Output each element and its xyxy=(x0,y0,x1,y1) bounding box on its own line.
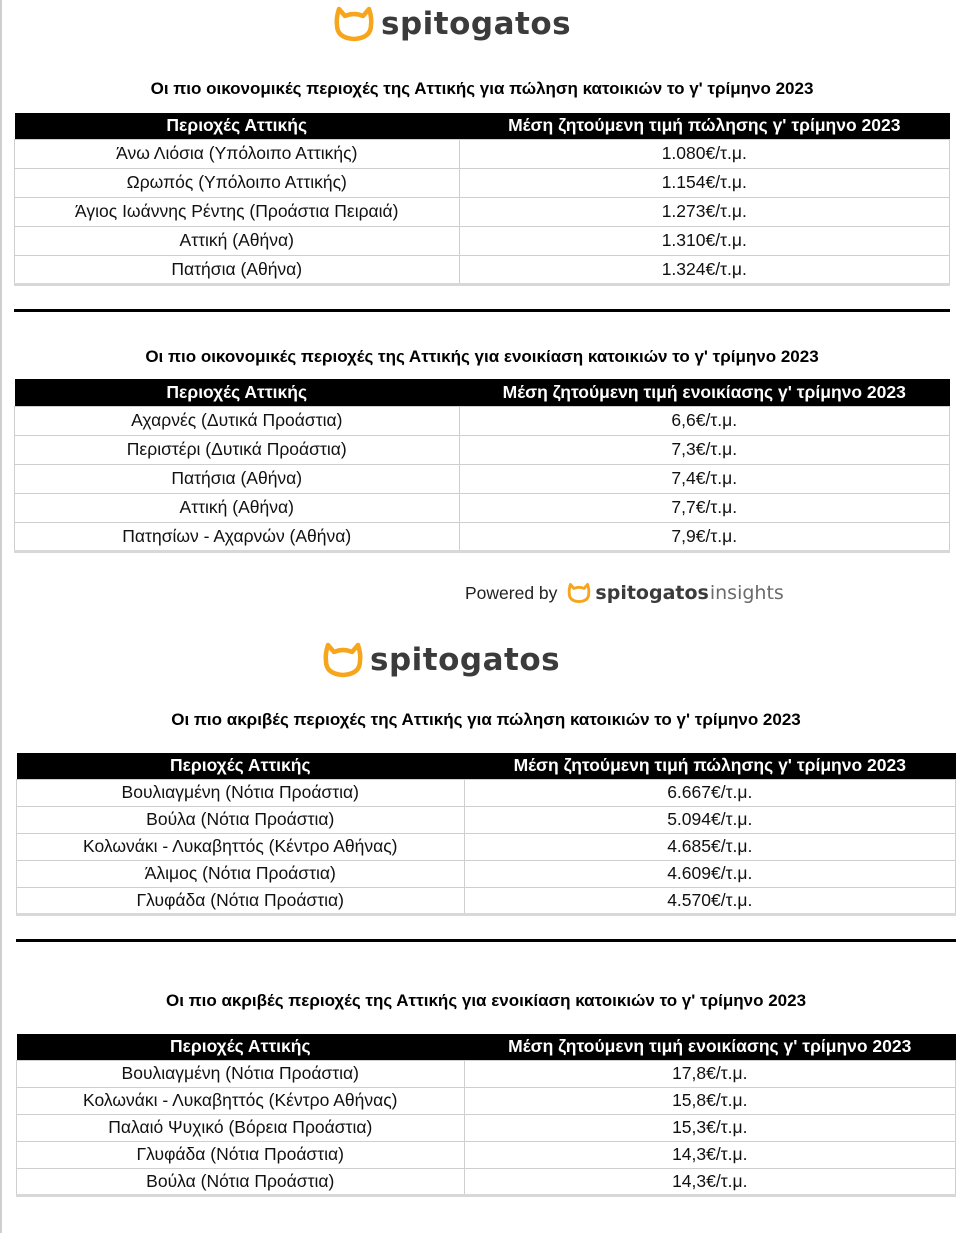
column-header-area: Περιοχές Αττικής xyxy=(15,379,460,406)
area-cell: Ωρωπός (Υπόλοιπο Αττικής) xyxy=(15,168,460,197)
table-row xyxy=(15,139,950,168)
area-cell: Πατήσια (Αθήνα) xyxy=(15,464,460,493)
table-expensive-rent xyxy=(16,1034,956,1197)
section-title-expensive-sale: Οι πιο ακριβές περιοχές της Αττικής για πώληση κατοικιών το γ' τρίμηνο 2023 xyxy=(171,710,801,729)
price-cell: 1.154€/τ.μ. xyxy=(459,168,949,197)
column-header-price: Μέση ζητούμενη τιμή ενοικίασης γ' τρίμηνο 2023 xyxy=(459,379,949,406)
area-cell: Πατησίων - Αχαρνών (Αθήνα) xyxy=(15,522,460,551)
spitogatos-logo-bottom xyxy=(322,638,560,682)
column-header-price: Μέση ζητούμενη τιμή ενοικίασης γ' τρίμηνο 2023 xyxy=(464,1034,955,1060)
price-cell: 7,3€/τ.μ. xyxy=(459,435,949,464)
table-row xyxy=(17,806,956,833)
price-cell: 17,8€/τ.μ. xyxy=(464,1060,955,1087)
price-cell: 15,3€/τ.μ. xyxy=(464,1114,955,1141)
price-cell: 14,3€/τ.μ. xyxy=(464,1141,955,1168)
cat-head-icon xyxy=(567,582,591,604)
area-cell: Βουλιαγμένη (Νότια Προάστια) xyxy=(17,779,465,806)
table-row xyxy=(15,168,950,197)
price-cell: 6,6€/τ.μ. xyxy=(459,406,949,435)
price-cell: 7,9€/τ.μ. xyxy=(459,522,949,551)
section-title-cheap-rent: Οι πιο οικονομικές περιοχές της Αττικής για ενοικίαση κατοικιών το γ' τρίμηνο 2023 xyxy=(145,347,819,366)
section-title-expensive-rent: Οι πιο ακριβές περιοχές της Αττικής για ενοικίαση κατοικιών το γ' τρίμηνο 2023 xyxy=(165,991,807,1010)
area-cell: Αττική (Αθήνα) xyxy=(15,226,460,255)
table-row xyxy=(17,1087,956,1114)
area-cell: Άλιμος (Νότια Προάστια) xyxy=(17,860,465,887)
table-row xyxy=(17,1114,956,1141)
table-header-row xyxy=(17,753,956,779)
area-cell: Άγιος Ιωάννης Ρέντης (Προάστια Πειραιά) xyxy=(15,197,460,226)
table-expensive-sale xyxy=(16,753,956,916)
area-cell: Γλυφάδα (Νότια Προάστια) xyxy=(17,1141,465,1168)
table-row xyxy=(17,1060,956,1087)
area-cell: Κολωνάκι - Λυκαβηττός (Κέντρο Αθήνας) xyxy=(17,833,465,860)
column-header-price: Μέση ζητούμενη τιμή πώλησης γ' τρίμηνο 2023 xyxy=(464,753,955,779)
column-header-area: Περιοχές Αττικής xyxy=(15,113,460,139)
price-cell: 5.094€/τ.μ. xyxy=(464,806,955,833)
table-row xyxy=(17,860,956,887)
table-row xyxy=(15,493,950,522)
area-cell: Βούλα (Νότια Προάστια) xyxy=(17,1168,465,1195)
spitogatos-logo-top xyxy=(333,2,571,46)
table-row xyxy=(15,255,950,284)
price-cell: 4.685€/τ.μ. xyxy=(464,833,955,860)
area-cell: Άνω Λιόσια (Υπόλοιπο Αττικής) xyxy=(15,139,460,168)
table-row xyxy=(15,464,950,493)
price-cell: 1.324€/τ.μ. xyxy=(459,255,949,284)
powered-by-insights xyxy=(465,578,784,608)
section-title-cheap-sale: Οι πιο οικονομικές περιοχές της Αττικής για πώληση κατοικιών το γ' τρίμηνο 2023 xyxy=(150,79,814,98)
price-cell: 15,8€/τ.μ. xyxy=(464,1087,955,1114)
area-cell: Παλαιό Ψυχικό (Βόρεια Προάστια) xyxy=(17,1114,465,1141)
table-row xyxy=(15,226,950,255)
price-cell: 14,3€/τ.μ. xyxy=(464,1168,955,1195)
price-cell: 4.570€/τ.μ. xyxy=(464,887,955,914)
area-cell: Αχαρνές (Δυτικά Προάστια) xyxy=(15,406,460,435)
column-header-area: Περιοχές Αττικής xyxy=(17,753,465,779)
column-header-area: Περιοχές Αττικής xyxy=(17,1034,465,1060)
brand-wordmark: spitogatos xyxy=(595,582,709,604)
table-header-row xyxy=(15,379,950,406)
insights-wordmark: insights xyxy=(709,582,784,604)
area-cell: Πατήσια (Αθήνα) xyxy=(15,255,460,284)
table-row xyxy=(17,1168,956,1195)
area-cell: Γλυφάδα (Νότια Προάστια) xyxy=(17,887,465,914)
price-cell: 6.667€/τ.μ. xyxy=(464,779,955,806)
table-row xyxy=(17,833,956,860)
cat-head-icon xyxy=(322,641,364,679)
table-cheap-rent xyxy=(14,379,950,553)
area-cell: Βουλιαγμένη (Νότια Προάστια) xyxy=(17,1060,465,1087)
table-cheap-sale xyxy=(14,113,950,286)
column-header-price: Μέση ζητούμενη τιμή πώλησης γ' τρίμηνο 2023 xyxy=(459,113,949,139)
table-row xyxy=(17,779,956,806)
price-cell: 4.609€/τ.μ. xyxy=(464,860,955,887)
table-header-row xyxy=(17,1034,956,1060)
table-row xyxy=(15,406,950,435)
area-cell: Περιστέρι (Δυτικά Προάστια) xyxy=(15,435,460,464)
price-cell: 1.273€/τ.μ. xyxy=(459,197,949,226)
page-frame-border xyxy=(0,0,2,1233)
powered-by-label: Powered by xyxy=(465,582,558,603)
price-cell: 7,7€/τ.μ. xyxy=(459,493,949,522)
price-cell: 1.080€/τ.μ. xyxy=(459,139,949,168)
brand-wordmark: spitogatos xyxy=(381,6,572,42)
table-row xyxy=(17,1141,956,1168)
section-divider xyxy=(14,309,950,312)
cat-head-icon xyxy=(333,5,375,43)
table-row xyxy=(15,522,950,551)
table-row xyxy=(15,197,950,226)
area-cell: Κολωνάκι - Λυκαβηττός (Κέντρο Αθήνας) xyxy=(17,1087,465,1114)
brand-wordmark: spitogatos xyxy=(370,642,561,678)
table-header-row xyxy=(15,113,950,139)
price-cell: 7,4€/τ.μ. xyxy=(459,464,949,493)
table-row xyxy=(17,887,956,914)
area-cell: Βούλα (Νότια Προάστια) xyxy=(17,806,465,833)
table-row xyxy=(15,435,950,464)
price-cell: 1.310€/τ.μ. xyxy=(459,226,949,255)
section-divider xyxy=(16,939,956,942)
area-cell: Αττική (Αθήνα) xyxy=(15,493,460,522)
